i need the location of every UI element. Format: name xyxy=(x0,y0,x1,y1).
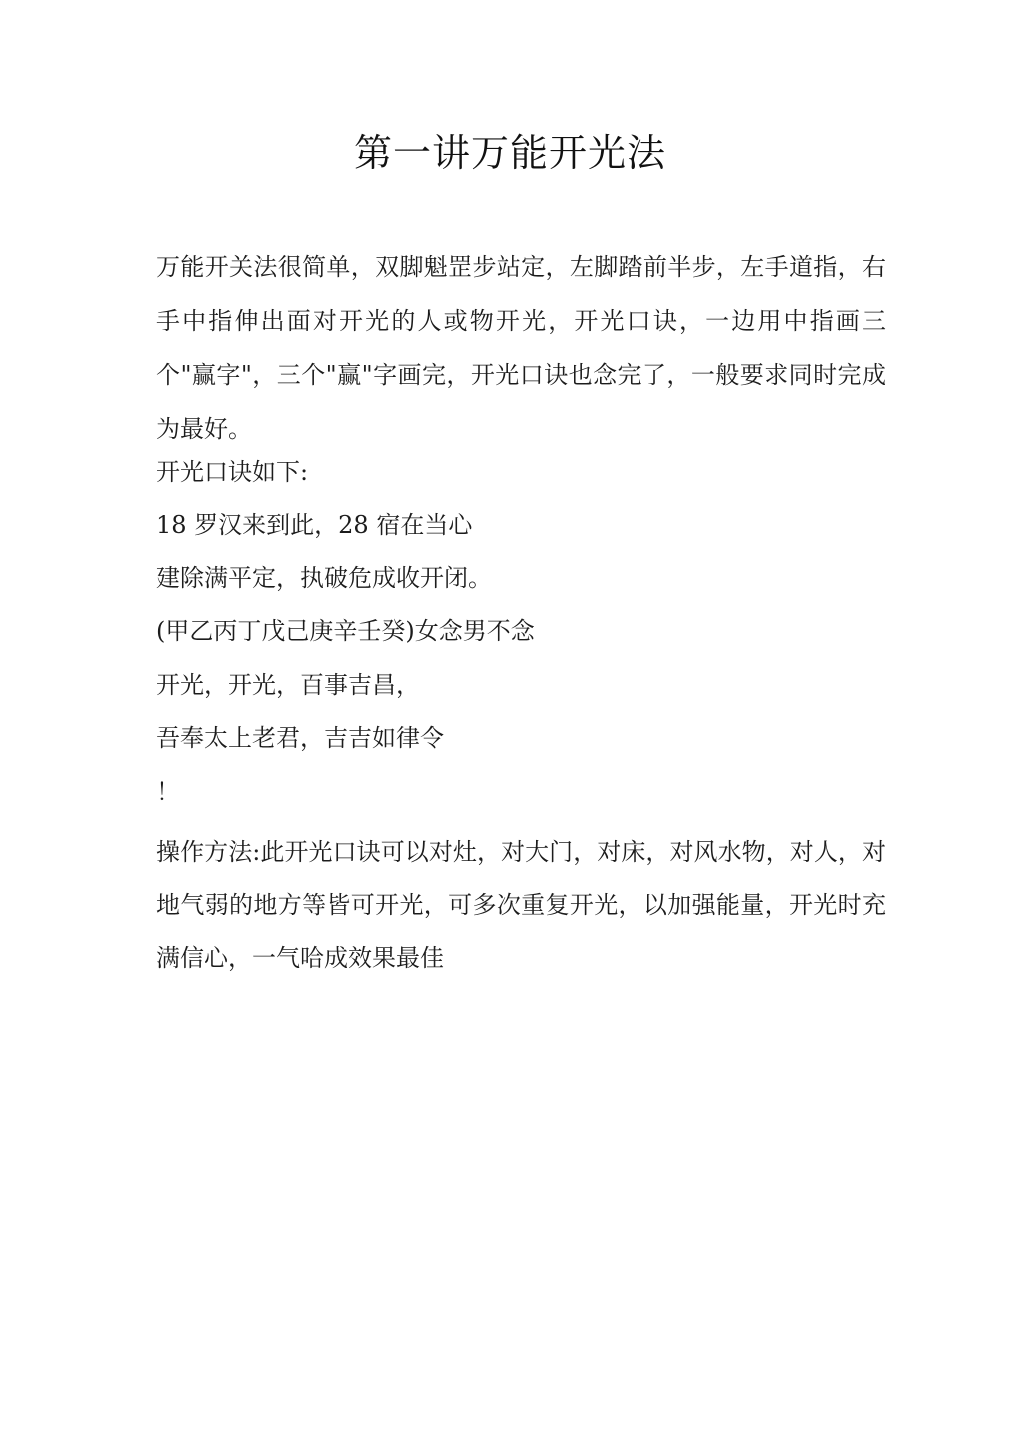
method-paragraph: 操作方法:此开光口诀可以对灶，对大门，对床，对风水物，对人，对地气弱的地方等皆可开光，可多次重复开光，以加强能量，开光时充满信心，一气哈成效果最佳 xyxy=(156,838,886,972)
incantation-line-4: 开光，开光，百事吉昌， xyxy=(156,671,420,699)
document-title: 第一讲万能开光法 xyxy=(353,131,666,175)
incantation-line-1: 18 罗汉来到此，28 宿在当心 xyxy=(156,511,473,539)
incantation-heading: 开光口诀如下: xyxy=(156,458,309,486)
incantation-line-2: 建除满平定，执破危成收开闭。 xyxy=(156,564,492,592)
incantation-line-5: 吾奉太上老君，吉吉如律令 xyxy=(156,724,444,752)
incantation-line-6: ！ xyxy=(156,778,180,806)
intro-paragraph: 万能开关法很简单，双脚魁罡步站定，左脚踏前半步，左手道指，右手中指伸出面对开光的人或物开光，开光口诀，一边用中指画三个"赢字"，三个"赢"字画完，开光口诀也念完了，一般要求同时完成为最好。 xyxy=(156,253,886,443)
incantation-line-3: (甲乙丙丁戊己庚辛壬癸)女念男不念 xyxy=(156,617,535,645)
